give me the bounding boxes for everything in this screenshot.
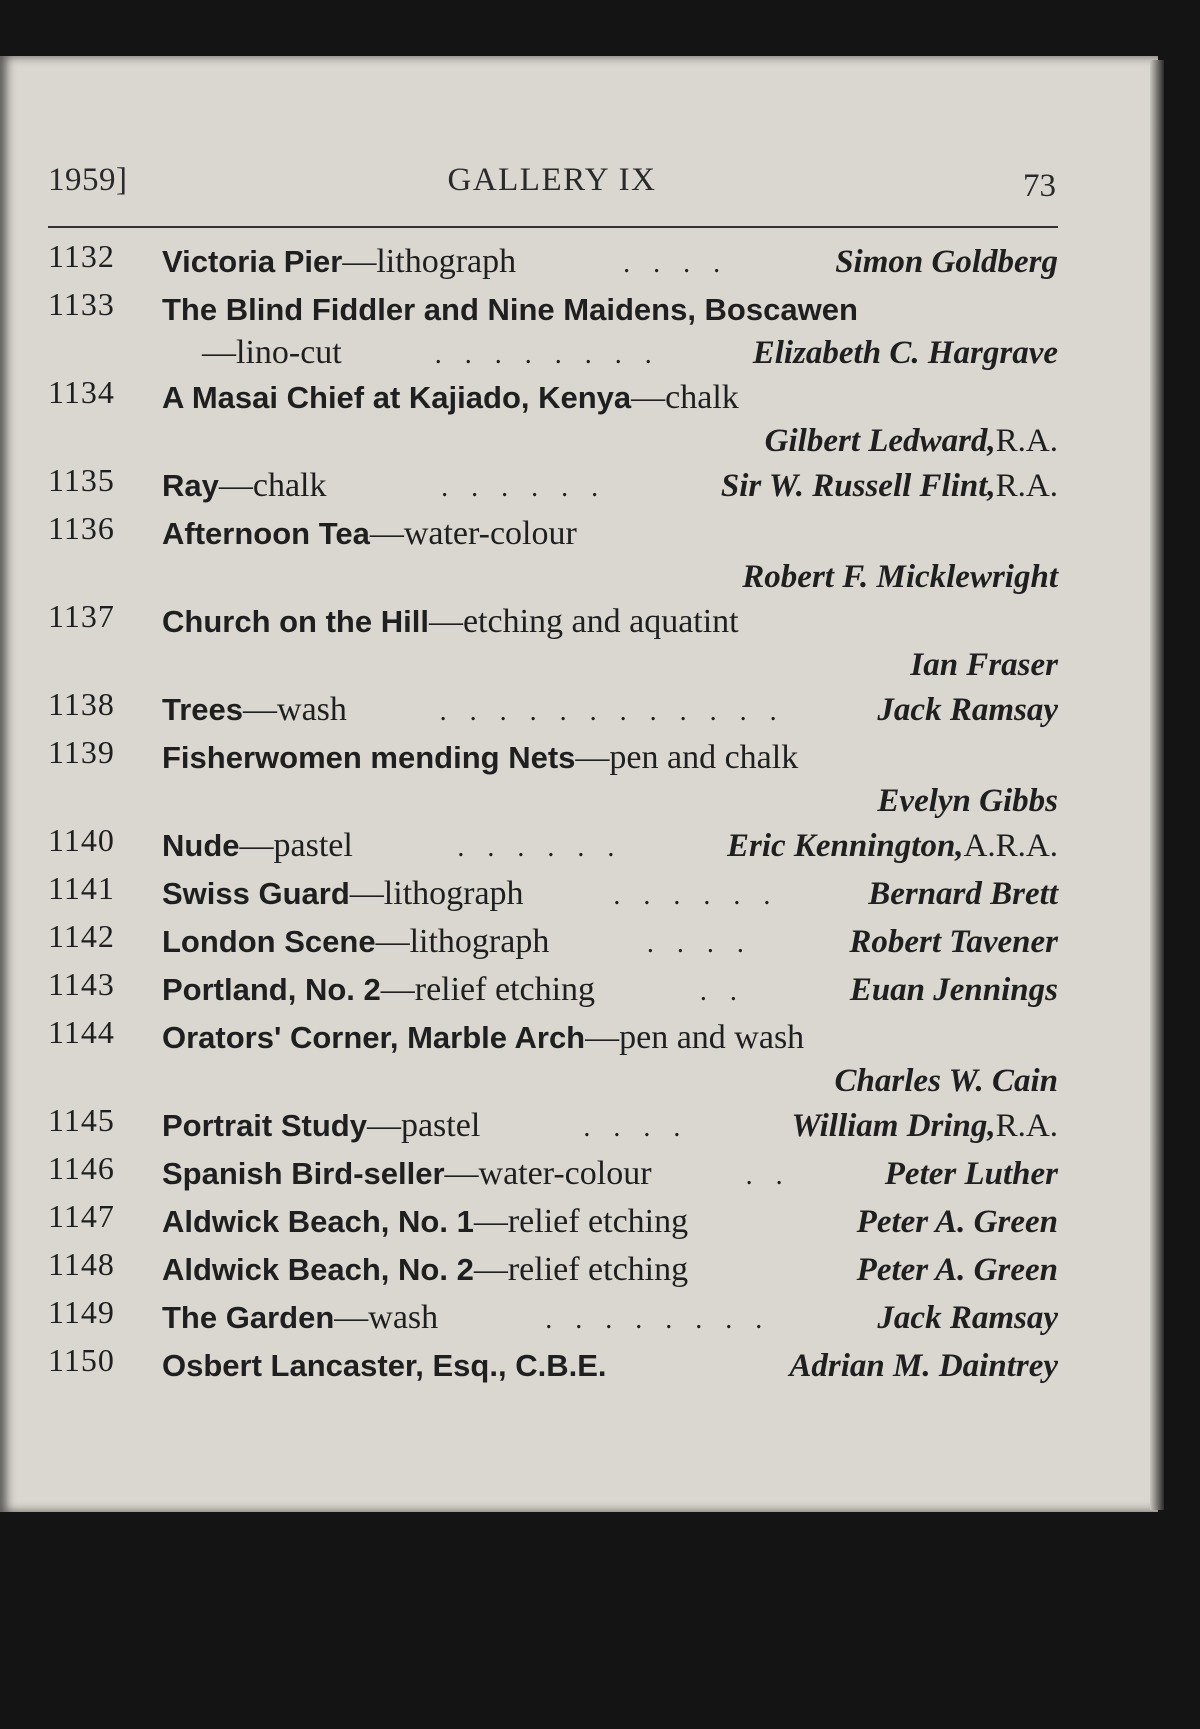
header-title: GALLERY IX bbox=[447, 162, 657, 198]
entry-artist: Simon Goldberg bbox=[835, 244, 1058, 280]
entry-medium: —pastel bbox=[239, 827, 353, 864]
entry bbox=[48, 686, 1058, 734]
entry-number: 1144 bbox=[48, 1014, 115, 1050]
entry-title: Trees bbox=[162, 692, 244, 727]
entry-number: 1138 bbox=[48, 686, 115, 722]
entry bbox=[48, 286, 1058, 374]
entry-number: 1139 bbox=[48, 734, 115, 770]
entry-honour: A.R.A. bbox=[963, 828, 1058, 864]
entry bbox=[48, 1198, 1058, 1246]
entry bbox=[48, 510, 1058, 598]
entry-title: A Masai Chief at Kajiado, Kenya bbox=[162, 380, 632, 415]
entry-number: 1146 bbox=[48, 1150, 115, 1186]
leader-dots: . . . . bbox=[583, 1112, 689, 1143]
leader-dots: . . bbox=[745, 1160, 791, 1191]
entry-medium: —water-colour bbox=[369, 515, 577, 552]
entry bbox=[48, 734, 1058, 822]
entry-medium: —relief etching bbox=[473, 1203, 689, 1240]
entry-honour: R.A. bbox=[995, 423, 1058, 459]
entry-medium: —lithograph bbox=[375, 923, 550, 960]
entry-title: Swiss Guard bbox=[162, 876, 350, 911]
entry-title: Orators' Corner, Marble Arch bbox=[162, 1020, 586, 1055]
entry-honour: R.A. bbox=[995, 468, 1058, 504]
entry bbox=[48, 870, 1058, 918]
entry-title: Afternoon Tea bbox=[162, 516, 370, 551]
entry-medium: —water-colour bbox=[444, 1155, 652, 1192]
entry-artist: Bernard Brett bbox=[868, 876, 1058, 912]
entry-medium: —lino-cut bbox=[202, 334, 342, 371]
leader-dots: . . bbox=[699, 976, 745, 1007]
entry-number: 1136 bbox=[48, 510, 115, 546]
entry-medium: —wash bbox=[243, 691, 347, 728]
header-rule bbox=[48, 226, 1058, 228]
entry-artist: Jack Ramsay bbox=[877, 692, 1058, 728]
entry-medium: —pen and chalk bbox=[575, 739, 799, 776]
entry bbox=[48, 598, 1058, 686]
entry-title: The Blind Fiddler and Nine Maidens, Boscawen bbox=[162, 292, 858, 327]
entry-artist: Evelyn Gibbs bbox=[877, 783, 1058, 819]
page-edge bbox=[1150, 60, 1164, 1510]
entry bbox=[48, 966, 1058, 1014]
entry bbox=[48, 1014, 1058, 1102]
entry-artist: Sir W. Russell Flint, bbox=[720, 468, 996, 504]
entry-medium: —pen and wash bbox=[585, 1019, 805, 1056]
entry-title: The Garden bbox=[162, 1300, 335, 1335]
entry-number: 1140 bbox=[48, 822, 115, 858]
entry-number: 1141 bbox=[48, 870, 115, 906]
entry-number: 1142 bbox=[48, 918, 115, 954]
leader-dots: . . . . bbox=[646, 928, 752, 959]
page-number: 73 bbox=[1023, 168, 1056, 204]
entry-number: 1150 bbox=[48, 1342, 115, 1378]
entry bbox=[48, 1150, 1058, 1198]
entry-artist: Peter A. Green bbox=[856, 1252, 1058, 1288]
entry bbox=[48, 374, 1058, 462]
entry-artist: Euan Jennings bbox=[849, 972, 1058, 1008]
entry-medium: —etching and aquatint bbox=[428, 603, 739, 640]
leader-dots: . . . . . . bbox=[441, 472, 607, 503]
page-header bbox=[48, 162, 1056, 206]
entry bbox=[48, 462, 1058, 510]
entry-number: 1132 bbox=[48, 238, 115, 274]
entry-number: 1149 bbox=[48, 1294, 115, 1330]
entries-list bbox=[48, 238, 1058, 1390]
entry-title: Church on the Hill bbox=[162, 604, 429, 639]
entry bbox=[48, 822, 1058, 870]
entry bbox=[48, 1294, 1058, 1342]
entry-title: Nude bbox=[162, 828, 240, 863]
leader-dots: . . . . bbox=[623, 248, 729, 279]
entry-title: Ray bbox=[162, 468, 219, 503]
entry-number: 1148 bbox=[48, 1246, 115, 1282]
entry-artist: Robert Tavener bbox=[849, 924, 1058, 960]
entry bbox=[48, 1246, 1058, 1294]
entry-title: London Scene bbox=[162, 924, 376, 959]
entry-title: Osbert Lancaster, Esq., C.B.E. bbox=[162, 1348, 607, 1383]
entry-honour: R.A. bbox=[995, 1108, 1058, 1144]
entry-title: Fisherwomen mending Nets bbox=[162, 740, 576, 775]
entry bbox=[48, 1102, 1058, 1150]
entry-title: Aldwick Beach, No. 1 bbox=[162, 1204, 474, 1239]
entry-number: 1145 bbox=[48, 1102, 115, 1138]
entry-artist: Charles W. Cain bbox=[834, 1063, 1058, 1099]
entry-medium: —relief etching bbox=[473, 1251, 689, 1288]
entry-artist: Robert F. Micklewright bbox=[742, 559, 1058, 595]
entry-medium: —pastel bbox=[366, 1107, 481, 1144]
leader-dots: . . . . . . bbox=[457, 832, 623, 863]
entry-medium: —relief etching bbox=[380, 971, 596, 1008]
entry-title: Portrait Study bbox=[162, 1108, 367, 1143]
entry-artist: Adrian M. Daintrey bbox=[789, 1348, 1058, 1384]
entry bbox=[48, 238, 1058, 286]
entry-title: Aldwick Beach, No. 2 bbox=[162, 1252, 474, 1287]
entry-artist: Peter Luther bbox=[884, 1156, 1058, 1192]
entry-number: 1147 bbox=[48, 1198, 115, 1234]
entry bbox=[48, 918, 1058, 966]
entry-medium: —chalk bbox=[631, 379, 739, 416]
leader-dots: . . . . . . . . bbox=[434, 339, 660, 370]
entry-artist: Jack Ramsay bbox=[877, 1300, 1058, 1336]
entry-title: Portland, No. 2 bbox=[162, 972, 381, 1007]
leader-dots: . . . . . . . . . . . . bbox=[439, 696, 785, 727]
entry-number: 1133 bbox=[48, 286, 115, 322]
entry-number: 1134 bbox=[48, 374, 115, 410]
leader-dots: . . . . . . bbox=[613, 880, 779, 911]
entry bbox=[48, 1342, 1058, 1390]
entry-number: 1135 bbox=[48, 462, 115, 498]
entry-number: 1143 bbox=[48, 966, 115, 1002]
entry-medium: —wash bbox=[334, 1299, 439, 1336]
entry-artist: Ian Fraser bbox=[910, 647, 1058, 683]
entry-medium: —lithograph bbox=[349, 875, 524, 912]
entry-number: 1137 bbox=[48, 598, 115, 634]
entry-medium: —lithograph bbox=[342, 243, 517, 280]
entry-artist: Peter A. Green bbox=[856, 1204, 1058, 1240]
entry-artist: Eric Kennington, bbox=[726, 828, 964, 864]
header-year: 1959] bbox=[48, 162, 128, 198]
entry-artist: Gilbert Ledward, bbox=[764, 423, 996, 459]
entry-title: Spanish Bird-seller bbox=[162, 1156, 445, 1191]
entry-medium: —chalk bbox=[218, 467, 327, 504]
leader-dots: . . . . . . . . bbox=[545, 1304, 771, 1335]
entry-title: Victoria Pier bbox=[162, 244, 343, 279]
entry-artist: William Dring, bbox=[791, 1108, 996, 1144]
entry-artist: Elizabeth C. Hargrave bbox=[752, 335, 1058, 371]
